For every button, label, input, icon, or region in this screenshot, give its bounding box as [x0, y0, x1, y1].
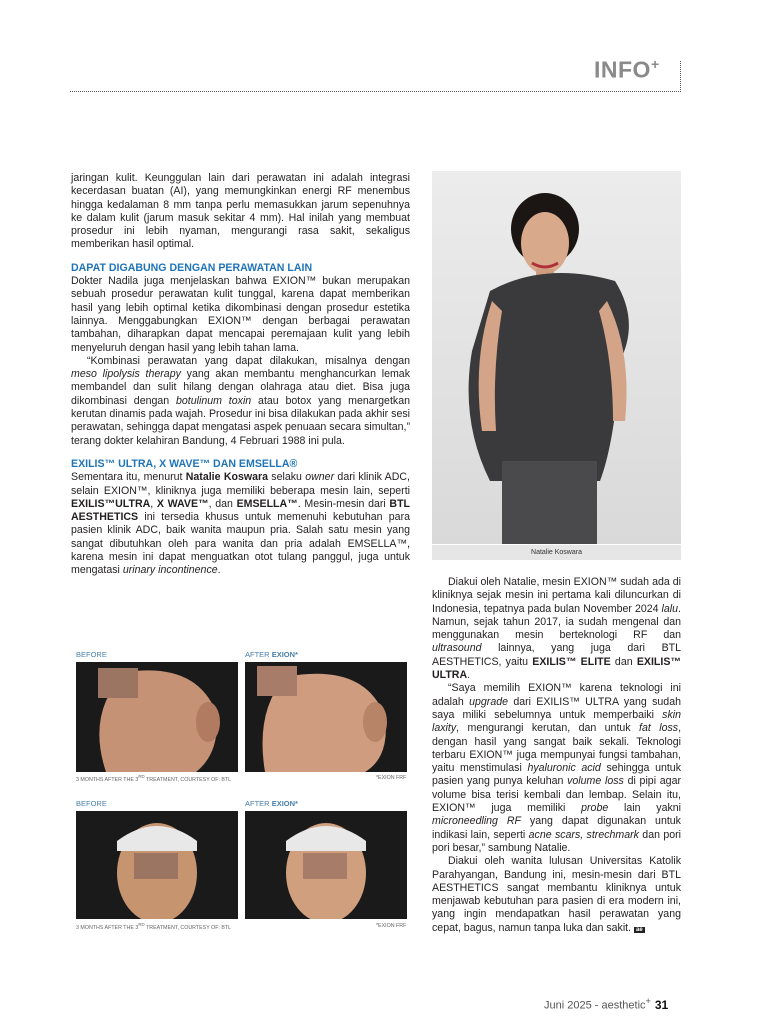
before-label: BEFORE: [76, 650, 107, 659]
right-column: [432, 576, 681, 937]
photo-note-right: *EXION FRF: [376, 923, 407, 929]
before-photo-side: [76, 662, 238, 772]
section-label: INFO+: [594, 56, 660, 83]
photo-note: 3 MONTHS AFTER THE 3RD TREATMENT, COURTESY OF: BTL: [76, 774, 232, 783]
before-photo-front: [76, 811, 238, 919]
after-label: AFTER EXION*: [245, 799, 298, 808]
page-footer: Juni 2025 - aesthetic+ 31: [544, 996, 669, 1012]
section-heading: EXILIS™ ULTRA, X WAVE™ DAN EMSELLA®: [71, 457, 298, 470]
photo-note: 3 MONTHS AFTER THE 3RD TREATMENT, COURTESY OF: BTL: [76, 922, 232, 931]
after-photo-side: [245, 662, 407, 772]
page-number: 31: [654, 997, 669, 1012]
end-mark-icon: ae: [636, 926, 643, 933]
left-column: [71, 172, 410, 578]
paragraph: Dokter Nadila juga menjelaskan bahwa EXION™ bukan merupakan sebuah prosedur perawatan kulit tunggal, karena dapat memberikan hasil yang lebih optimal ketika dikombinasi dengan prosedur estetika lainnya. Menggabungkan EXION™ dengan berbagai perawatan tambahan, diharapkan dapat mencapai peremajaan kulit yang lebih menyeluruh dengan hasil yang lebih tahan lama.: [71, 275, 410, 354]
section-heading: DAPAT DIGABUNG DENGAN PERAWATAN LAIN: [71, 261, 313, 274]
paragraph: jaringan kulit. Keunggulan lain dari perawatan ini adalah integrasi kecerdasan buatan (AI), yang memungkinkan energi RF menembus hingga kedalaman 8 mm tanpa perlu memasukkan jarum sepenuhnya ke dalam kulit (jarum masuk sekitar 4 mm). Hal inilah yang membuat prosedur ini lebih nyaman, mengurangi rasa sakit, sekaligus memberikan hasil optimal.: [71, 172, 410, 251]
paragraph: “Saya memilih EXION™ karena teknologi ini adalah upgrade dari EXILIS™ ULTRA yang sudah saya miliki sebelumnya untuk memperbaiki skin laxity, mengurangi kerutan, dan untuk fat loss, dengan hasil yang sangat baik sekali. Teknologi terbaru EXION™ juga mempunyai fungsi tambahan, yaitu menstimulasi hyaluronic acid sehingga untuk pasien yang punya keluhan volume loss di pipi agar volume bisa terisi kembali dan lembap. Selain itu, EXION™ juga memiliki probe lain yakni microneedling RF yang dapat digunakan untuk indikasi lain, seperti acne scars, strechmark dan pori pori besar,” sambung Natalie.: [432, 682, 682, 854]
header-divider-vertical: [680, 61, 681, 92]
paragraph: Sementara itu, menurut Natalie Koswara selaku owner dari klinik ADC, selain EXION™, kliniknya juga memiliki beberapa mesin lain, seperti EXILIS™ULTRA, X WAVE™, dan EMSELLA™. Mesin-mesin dari BTL AESTHETICS ini tersedia khusus untuk memenuhi kebutuhan para pasien klinik ADC, baik wanita maupun pria. Salah satu mesin yang sangat dibutuhkan oleh para wanita dan pria adalah EMSELLA™, karena mesin ini dapat menguatkan otot tulang panggul, juga untuk mengatasi urinary incontinence.: [71, 471, 411, 577]
photo-caption: Natalie Koswara: [432, 545, 681, 560]
paragraph: Diakui oleh wanita lulusan Universitas Katolik Parahyangan, Bandung ini, mesin-mesin dari BTL AESTHETICS sangat membantu kliniknya untuk menjawab kebutuhan para pasien di era modern ini, yang ingin mendapatkan hasil perawatan yang cepat, bagus, namun tanpa luka dan sakit. ae: [432, 855, 681, 934]
header-divider: [70, 91, 681, 92]
after-photo-front: [245, 811, 407, 919]
before-label: BEFORE: [76, 799, 107, 808]
paragraph: Diakui oleh Natalie, mesin EXION™ sudah ada di kliniknya sejak mesin ini pertama kali diluncurkan di Indonesia, tepatnya pada bulan November 2024 lalu. Namun, sejak tahun 2017, ia sudah mengenal dan menggunakan mesin berteknologi RF dan ultrasound lainnya, yang juga dari BTL AESTHETICS, yaitu EXILIS™ ELITE dan EXILIS™ ULTRA.: [432, 576, 681, 682]
paragraph: “Kombinasi perawatan yang dapat dilakukan, misalnya dengan meso lipolysis therapy yang akan membantu menghancurkan lemak membandel dan sulit hilang dengan olahraga atau diet. Bisa juga dikombinasi dengan botulinum toxin atau botox yang menargetkan kerutan dinamis pada wajah. Prosedur ini bisa dilakukan pada akhir sesi perawatan, sehingga dapat mengatasi aspek penuaan secara simultan,” terang dokter kelahiran Bandung, 4 Februari 1988 ini pula.: [71, 354, 410, 447]
portrait-photo: [432, 171, 681, 544]
after-label: AFTER EXION*: [245, 650, 298, 659]
photo-note-right: *EXION FRF: [376, 775, 407, 781]
